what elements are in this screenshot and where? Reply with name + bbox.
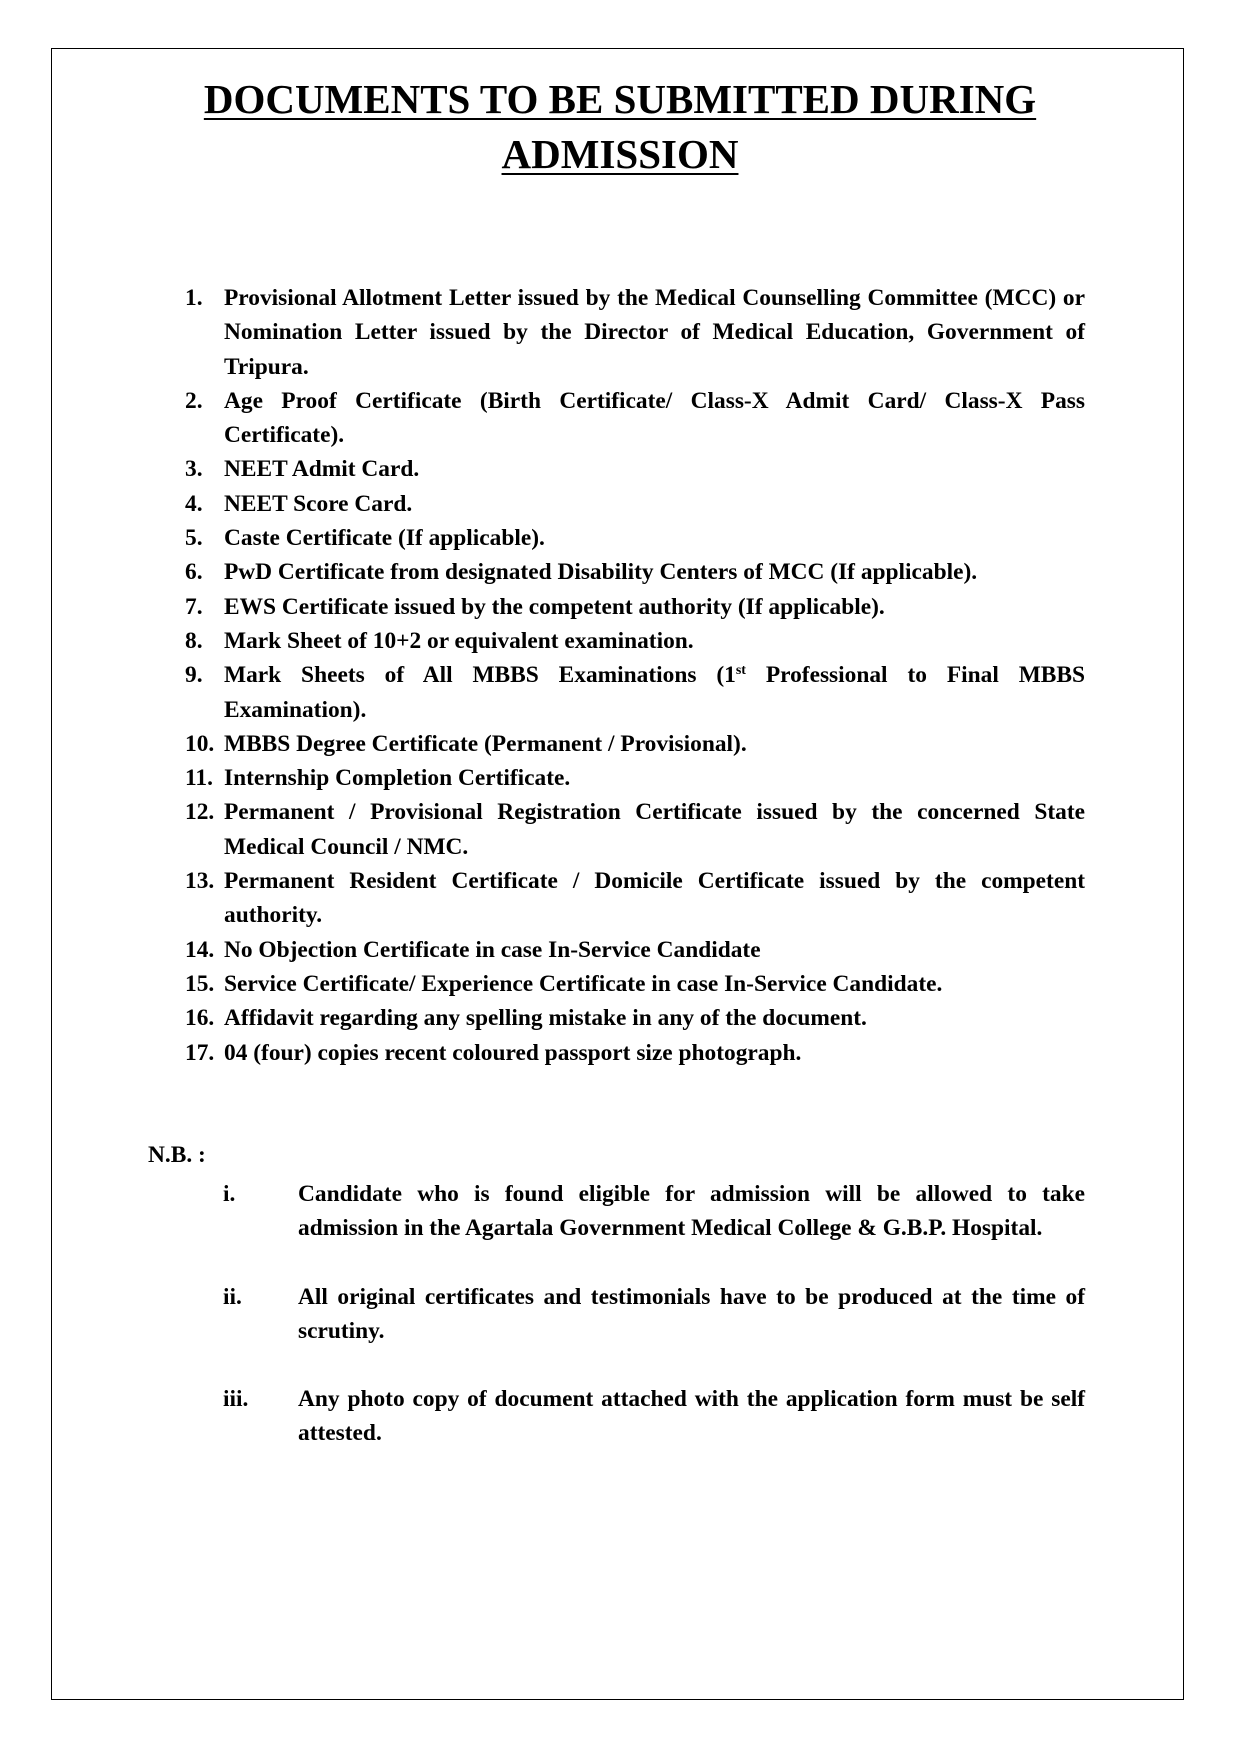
item-number: 2. (185, 387, 203, 414)
list-item (185, 384, 1085, 453)
item-text: Permanent Resident Certificate / Domicile Certificate issued by the competent authority. (224, 868, 1085, 929)
item-superscript: st (735, 663, 746, 679)
item-text: Age Proof Certificate (Birth Certificate/ Class-X Admit Card/ Class-X Pass Certificate). (224, 387, 1085, 449)
item-text: Internship Completion Certificate. (224, 765, 571, 792)
item-number: 1. (185, 285, 203, 311)
list-item (185, 281, 1085, 384)
note-item (223, 1280, 1085, 1349)
list-item (185, 864, 1085, 933)
item-number: 12. (185, 799, 215, 826)
list-item (185, 761, 1085, 795)
item-text: Mark Sheet of 10+2 or equivalent examination. (224, 627, 694, 654)
note-number: iii. (223, 1386, 249, 1413)
item-number: 16. (185, 1005, 215, 1032)
item-number: 4. (185, 490, 203, 517)
item-number: 8. (185, 627, 203, 654)
item-text: MBBS Degree Certificate (Permanent / Provisional). (224, 730, 747, 757)
list-item (185, 658, 1085, 727)
item-text: 04 (four) copies recent coloured passport size photograph. (224, 1039, 802, 1066)
item-text: PwD Certificate from designated Disability Centers of MCC (If applicable). (224, 559, 978, 586)
list-item (185, 795, 1085, 864)
nb-label: N.B. : (148, 1142, 206, 1168)
list-item (185, 967, 1085, 1001)
item-number: 10. (185, 730, 215, 757)
list-item (185, 1001, 1085, 1035)
page-title (0, 72, 1240, 182)
item-text: Service Certificate/ Experience Certificate in case In-Service Candidate. (224, 970, 943, 997)
item-text: NEET Score Card. (224, 490, 413, 517)
item-text-before: Mark Sheets of All MBBS Examinations (1 (224, 662, 736, 689)
item-number: 7. (185, 593, 203, 620)
list-item (185, 590, 1085, 624)
item-text: Affidavit regarding any spelling mistake in any of the document. (224, 1005, 867, 1032)
note-item (223, 1382, 1085, 1451)
item-number: 11. (185, 765, 213, 792)
item-number: 6. (185, 559, 203, 586)
item-text: Provisional Allotment Letter issued by the Medical Counselling Committee (MCC) or Nomination Letter issued by the Director of Medical Education, Government of Tripura. (224, 285, 1085, 380)
item-text-after: Professional to Final MBBS Examination). (224, 662, 1085, 723)
list-item (185, 452, 1085, 486)
note-item (223, 1177, 1085, 1246)
list-item (185, 521, 1085, 555)
item-number: 15. (185, 970, 215, 997)
note-number: i. (223, 1181, 236, 1207)
list-item (185, 727, 1085, 761)
item-text: Permanent / Provisional Registration Certificate issued by the concerned State Medical Council / NMC. (224, 799, 1085, 860)
title-line-2: ADMISSION (501, 131, 739, 177)
list-item (185, 555, 1085, 589)
list-item (185, 1036, 1085, 1070)
item-text: EWS Certificate issued by the competent authority (If applicable). (224, 593, 885, 620)
item-number: 3. (185, 456, 203, 483)
item-number: 17. (185, 1039, 215, 1066)
item-text: Caste Certificate (If applicable). (224, 525, 545, 552)
notes-list (223, 1177, 1085, 1485)
list-item (185, 933, 1085, 967)
item-number: 9. (185, 662, 203, 689)
title-line-1: DOCUMENTS TO BE SUBMITTED DURING (203, 76, 1037, 122)
note-text: Candidate who is found eligible for admission will be allowed to take admission in the Agartala Government Medical College & G.B.P. Hospital. (298, 1181, 1085, 1242)
note-number: ii. (223, 1283, 242, 1310)
note-text: Any photo copy of document attached with the application form must be self attested. (298, 1386, 1085, 1447)
item-number: 13. (185, 868, 215, 895)
list-item (185, 624, 1085, 658)
item-number: 5. (185, 525, 203, 552)
documents-list (185, 281, 1085, 1070)
item-text: NEET Admit Card. (224, 456, 420, 483)
note-text: All original certificates and testimonials have to be produced at the time of scrutiny. (298, 1283, 1085, 1344)
list-item (185, 487, 1085, 521)
item-text: No Objection Certificate in case In-Service Candidate (224, 936, 761, 963)
item-number: 14. (185, 936, 215, 963)
